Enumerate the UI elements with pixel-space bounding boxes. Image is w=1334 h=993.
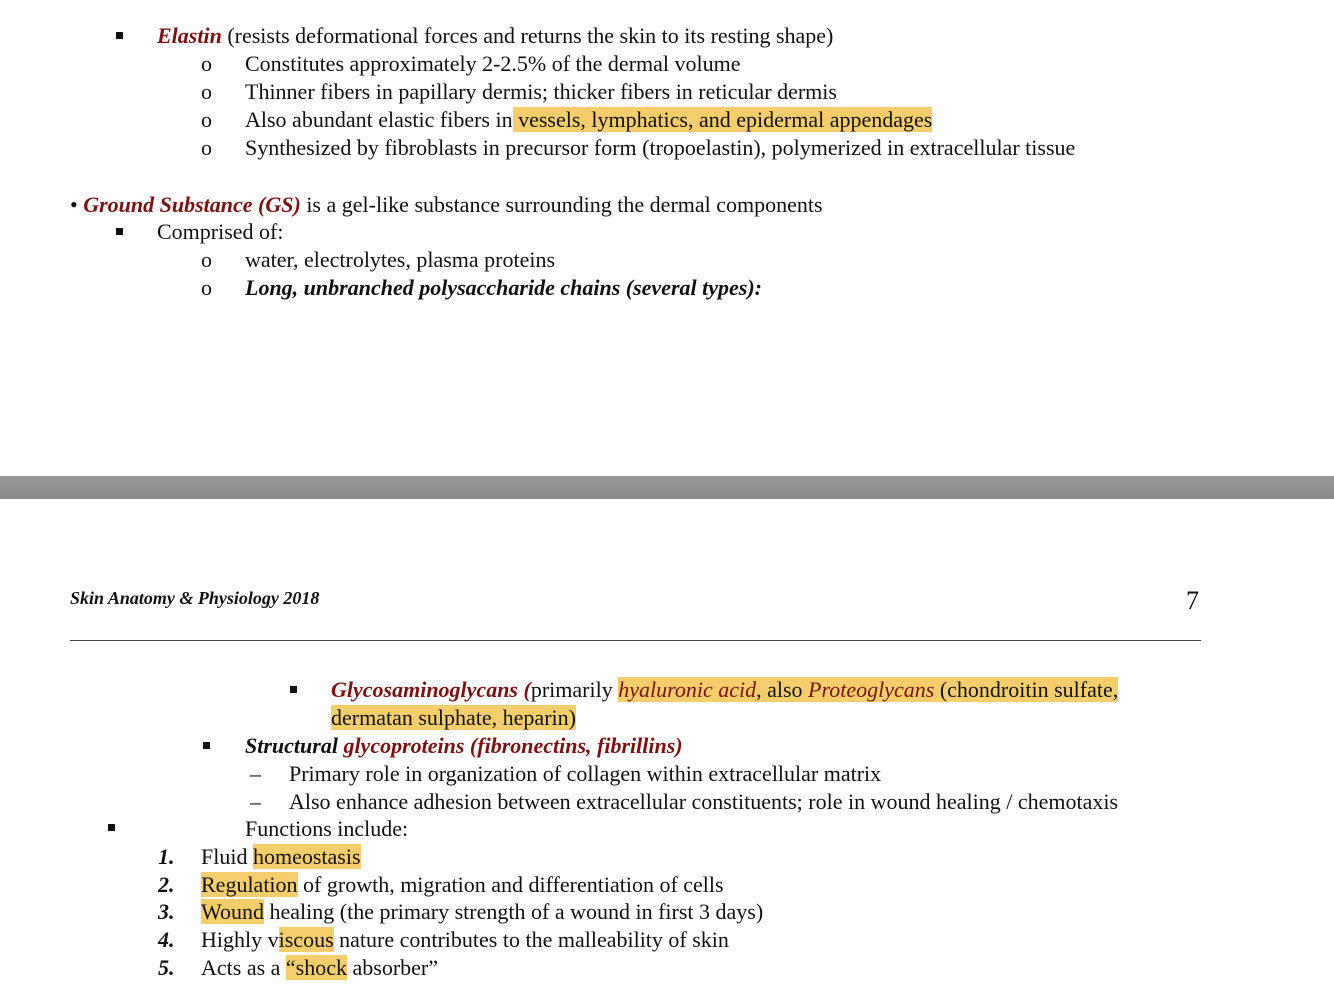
dash-bullet-icon: –: [250, 761, 261, 786]
list-number: 5.: [158, 955, 175, 980]
function-item-4: [201, 926, 729, 954]
gag-line-2: [331, 704, 576, 732]
square-bullet-icon: [203, 742, 210, 749]
hyaluronic-acid-text: hyaluronic acid: [618, 677, 757, 702]
gag-open-paren: (: [518, 677, 531, 702]
elastin-term: Elastin: [157, 23, 222, 48]
proteoglycans-text: Proteoglycans: [808, 677, 935, 702]
circle-bullet-icon: o: [201, 51, 212, 76]
function-text: healing (the primary strength of a wound in first 3 days): [264, 899, 764, 924]
elastin-sub-3-text: Also abundant elastic fibers in: [245, 107, 513, 132]
page-number: 7: [1186, 586, 1199, 615]
function-text: Highly v: [201, 927, 279, 952]
elastin-sub-2: Thinner fibers in papillary dermis; thicker fibers in reticular dermis: [245, 79, 837, 104]
function-text: of growth, migration and differentiation of cells: [297, 872, 724, 897]
ground-substance-term: Ground Substance (GS): [83, 192, 301, 217]
elastin-line: [157, 22, 833, 50]
list-number: 2.: [158, 872, 175, 897]
gag-also: , also: [756, 677, 809, 702]
document-page-bottom: [0, 499, 1334, 993]
dash-bullet-icon: –: [250, 789, 261, 814]
highlighted-text: iscous: [278, 927, 334, 952]
highlighted-text: vessels, lymphatics, and epidermal appendages: [512, 107, 933, 132]
square-bullet-icon: [108, 824, 115, 831]
gag-primarily: primarily: [530, 677, 619, 702]
round-bullet-icon: •: [70, 192, 78, 217]
function-item-2: [201, 871, 724, 899]
ground-sub-2: Long, unbranched polysaccharide chains (several types):: [245, 275, 762, 300]
function-text: Acts as a: [201, 955, 286, 980]
ground-substance-description: is a gel-like substance surrounding the dermal components: [300, 192, 823, 217]
structural-word: Structural: [245, 733, 338, 758]
function-item-1: [201, 843, 361, 871]
elastin-description: (resists deformational forces and returns the skin to its resting shape): [221, 23, 834, 48]
circle-bullet-icon: o: [201, 79, 212, 104]
elastin-sub-1: Constitutes approximately 2-2.5% of the dermal volume: [245, 51, 741, 76]
square-bullet-icon: [116, 32, 123, 39]
page-separator: [0, 476, 1334, 499]
document-page-top: [0, 0, 1334, 476]
elastin-sub-4: Synthesized by fibroblasts in precursor form (tropoelastin), polymerized in extracellular tissue: [245, 135, 1076, 160]
comprised-of-label: Comprised of:: [157, 219, 284, 244]
function-text: absorber”: [347, 955, 439, 980]
square-bullet-icon: [116, 228, 123, 235]
structural-glycoproteins-line: [245, 732, 683, 760]
ground-sub-1: water, electrolytes, plasma proteins: [245, 247, 556, 272]
circle-bullet-icon: o: [201, 107, 212, 132]
running-header: Skin Anatomy & Physiology 2018: [70, 588, 320, 608]
header-rule: [70, 640, 1201, 641]
highlighted-text: Regulation: [201, 872, 298, 897]
gag-term: Glycosaminoglycans: [331, 677, 518, 702]
elastin-sub-3: [245, 106, 932, 134]
function-text: nature contributes to the malleability of skin: [333, 927, 729, 952]
gag-paren-text: (chondroitin sulfate,: [934, 677, 1119, 702]
list-number: 1.: [158, 844, 175, 869]
highlighted-text: homeostasis: [252, 844, 361, 869]
glycoproteins-term: glycoproteins (fibronectins, fibrillins): [337, 733, 683, 758]
circle-bullet-icon: o: [201, 135, 212, 160]
function-text: Fluid: [201, 844, 253, 869]
square-bullet-icon: [290, 686, 297, 693]
circle-bullet-icon: o: [201, 247, 212, 272]
gag-line-2-text: dermatan sulphate, heparin): [331, 705, 576, 730]
structural-sub-2: Also enhance adhesion between extracellular constituents; role in wound healing / chemotaxis: [289, 789, 1119, 814]
ground-substance-line: [70, 191, 823, 219]
functions-label: Functions include:: [245, 816, 409, 841]
function-item-5: [201, 954, 438, 982]
circle-bullet-icon: o: [201, 275, 212, 300]
structural-sub-1: Primary role in organization of collagen within extracellular matrix: [289, 761, 882, 786]
function-item-3: [201, 898, 763, 926]
list-number: 3.: [158, 899, 175, 924]
list-number: 4.: [158, 927, 175, 952]
gag-line-1: [331, 676, 1118, 704]
highlighted-text: “shock: [285, 955, 348, 980]
highlighted-text: Wound: [201, 899, 265, 924]
